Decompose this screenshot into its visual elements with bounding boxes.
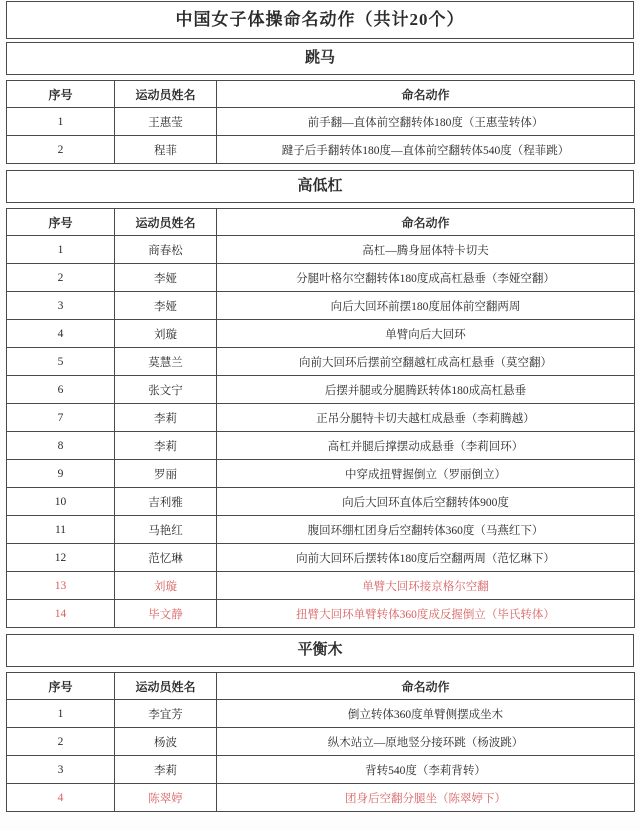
cell-no: 7 <box>7 404 115 432</box>
cell-move: 分腿叶格尔空翻转体180度成高杠悬垂（李娅空翻） <box>217 264 635 292</box>
table-row <box>7 600 635 628</box>
cell-no: 1 <box>7 236 115 264</box>
cell-athlete: 李宜芳 <box>115 700 217 728</box>
cell-move: 后摆并腿或分腿腾跃转体180成高杠悬垂 <box>217 376 635 404</box>
cell-athlete: 陈翠婷 <box>115 784 217 812</box>
table-row <box>7 572 635 600</box>
cell-athlete: 李莉 <box>115 432 217 460</box>
sections-container <box>6 42 634 812</box>
cell-move: 向后大回环前摆180度屈体前空翻两周 <box>217 292 635 320</box>
col-header-athlete: 运动员姓名 <box>115 673 217 700</box>
col-header-no: 序号 <box>7 81 115 108</box>
section-table <box>6 672 635 812</box>
cell-athlete: 程菲 <box>115 136 217 164</box>
cell-no: 8 <box>7 432 115 460</box>
table-row <box>7 432 635 460</box>
table-row <box>7 264 635 292</box>
cell-move: 高杠并腿后撑摆动成悬垂（李莉回环） <box>217 432 635 460</box>
table-row <box>7 404 635 432</box>
cell-move: 单臂大回环接京格尔空翻 <box>217 572 635 600</box>
cell-athlete: 王惠莹 <box>115 108 217 136</box>
cell-move: 中穿成扭臂握倒立（罗丽倒立） <box>217 460 635 488</box>
col-header-move: 命名动作 <box>217 81 635 108</box>
cell-no: 2 <box>7 136 115 164</box>
cell-no: 13 <box>7 572 115 600</box>
cell-athlete: 刘璇 <box>115 320 217 348</box>
table-row <box>7 108 635 136</box>
cell-no: 2 <box>7 728 115 756</box>
section-title: 高低杠 <box>6 170 634 203</box>
table-row <box>7 460 635 488</box>
cell-move: 倒立转体360度单臂侧摆成坐木 <box>217 700 635 728</box>
table-row <box>7 728 635 756</box>
cell-move: 正吊分腿特卡切夫越杠成悬垂（李莉腾越） <box>217 404 635 432</box>
cell-no: 9 <box>7 460 115 488</box>
cell-athlete: 张文宁 <box>115 376 217 404</box>
cell-move: 前手翻—直体前空翻转体180度（王惠莹转体） <box>217 108 635 136</box>
cell-no: 12 <box>7 544 115 572</box>
cell-move: 腹回环绷杠团身后空翻转体360度（马燕红下） <box>217 516 635 544</box>
header-row <box>7 673 635 700</box>
cell-no: 5 <box>7 348 115 376</box>
section-title: 跳马 <box>6 42 634 75</box>
table-row <box>7 236 635 264</box>
table-row <box>7 488 635 516</box>
cell-athlete: 罗丽 <box>115 460 217 488</box>
col-header-athlete: 运动员姓名 <box>115 209 217 236</box>
col-header-no: 序号 <box>7 209 115 236</box>
cell-no: 14 <box>7 600 115 628</box>
col-header-no: 序号 <box>7 673 115 700</box>
cell-athlete: 范忆琳 <box>115 544 217 572</box>
cell-no: 10 <box>7 488 115 516</box>
cell-move: 团身后空翻分腿坐（陈翠婷下） <box>217 784 635 812</box>
cell-athlete: 李娅 <box>115 292 217 320</box>
table-row <box>7 376 635 404</box>
cell-athlete: 刘璇 <box>115 572 217 600</box>
cell-no: 4 <box>7 320 115 348</box>
cell-move: 向前大回环后摆转体180度后空翻两周（范忆琳下） <box>217 544 635 572</box>
gymnastics-named-moves-page <box>6 1 634 812</box>
col-header-athlete: 运动员姓名 <box>115 81 217 108</box>
page-title: 中国女子体操命名动作（共计20个） <box>6 1 634 39</box>
table-row <box>7 136 635 164</box>
cell-athlete: 商春松 <box>115 236 217 264</box>
cell-no: 3 <box>7 292 115 320</box>
cell-move: 踺子后手翻转体180度—直体前空翻转体540度（程菲跳） <box>217 136 635 164</box>
cell-no: 1 <box>7 108 115 136</box>
table-row <box>7 756 635 784</box>
cell-athlete: 马艳红 <box>115 516 217 544</box>
cell-no: 4 <box>7 784 115 812</box>
cell-no: 6 <box>7 376 115 404</box>
header-row <box>7 81 635 108</box>
cell-move: 单臂向后大回环 <box>217 320 635 348</box>
cell-move: 扭臂大回环单臂转体360度成反握倒立（毕氏转体） <box>217 600 635 628</box>
cell-no: 11 <box>7 516 115 544</box>
cell-move: 纵木站立—原地竖分接环跳（杨波跳） <box>217 728 635 756</box>
cell-athlete: 莫慧兰 <box>115 348 217 376</box>
header-row <box>7 209 635 236</box>
cell-athlete: 李莉 <box>115 756 217 784</box>
cell-athlete: 毕文静 <box>115 600 217 628</box>
cell-athlete: 吉利雅 <box>115 488 217 516</box>
table-row <box>7 784 635 812</box>
section-title: 平衡木 <box>6 634 634 667</box>
cell-move: 向前大回环后摆前空翻越杠成高杠悬垂（莫空翻） <box>217 348 635 376</box>
table-row <box>7 544 635 572</box>
table-row <box>7 292 635 320</box>
cell-athlete: 李莉 <box>115 404 217 432</box>
table-row <box>7 320 635 348</box>
section-table <box>6 208 635 628</box>
table-row <box>7 348 635 376</box>
table-row <box>7 700 635 728</box>
cell-move: 高杠—腾身屈体特卡切夫 <box>217 236 635 264</box>
cell-no: 1 <box>7 700 115 728</box>
col-header-move: 命名动作 <box>217 673 635 700</box>
table-row <box>7 516 635 544</box>
cell-no: 3 <box>7 756 115 784</box>
cell-move: 背转540度（李莉背转） <box>217 756 635 784</box>
cell-athlete: 杨波 <box>115 728 217 756</box>
cell-athlete: 李娅 <box>115 264 217 292</box>
section-table <box>6 80 635 164</box>
cell-no: 2 <box>7 264 115 292</box>
cell-move: 向后大回环直体后空翻转体900度 <box>217 488 635 516</box>
col-header-move: 命名动作 <box>217 209 635 236</box>
